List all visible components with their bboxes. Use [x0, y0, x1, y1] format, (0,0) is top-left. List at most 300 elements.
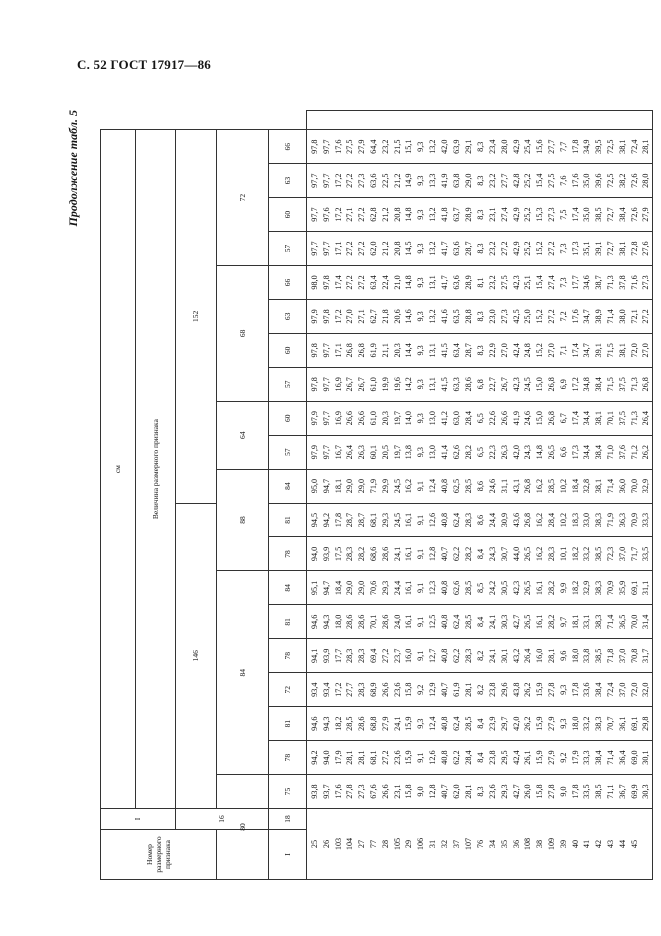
- table-cell: 15,4: [535, 275, 545, 290]
- table-cell: 37,0: [617, 682, 627, 697]
- table-cell: 27,2: [357, 241, 367, 256]
- table-cell: 30,9: [499, 512, 509, 528]
- table-cell: 36,3: [617, 512, 627, 528]
- table-cell: 27,4: [499, 207, 509, 222]
- table-cell: 23,0: [487, 309, 497, 324]
- table-cell: 68,1: [368, 750, 378, 765]
- feature-number-header: Номер размерного признака: [101, 830, 217, 880]
- table-cell: 9,3: [558, 684, 568, 695]
- table-cell: 72,5: [605, 139, 615, 154]
- table-cell: 28,1: [357, 750, 367, 765]
- table-cell: 32,9: [582, 580, 592, 596]
- table-cell: 9,1: [416, 480, 426, 492]
- table-cell: 71,6: [629, 275, 639, 290]
- table-cell: 24,6: [523, 411, 533, 426]
- table-cell: 38,4: [594, 377, 604, 392]
- table-cell: 8,6: [476, 480, 486, 492]
- table-cell: 41,7: [439, 241, 449, 256]
- table-cell: 25,0: [523, 309, 533, 324]
- table-cell: 38,2: [617, 173, 627, 188]
- table-cell: 38,3: [594, 614, 604, 630]
- table-cell: 25,2: [523, 207, 533, 222]
- table-cell: 15,8: [535, 784, 545, 799]
- table-cell: 13,1: [427, 377, 437, 392]
- table-cell: 70,0: [629, 614, 639, 630]
- data-column: [307, 775, 653, 809]
- table-cell: 107: [464, 837, 474, 851]
- table-cell: 13,3: [427, 173, 437, 188]
- table-cell: 26,6: [345, 411, 355, 426]
- table-cell: 26,8: [523, 478, 533, 494]
- table-cell: 6,9: [558, 379, 568, 390]
- table-cell: 29,7: [499, 716, 509, 731]
- table-cell: 62,0: [451, 784, 461, 799]
- table-cell: 26: [321, 839, 331, 849]
- group-152-header: 152: [176, 130, 217, 503]
- table-cell: 42,9: [511, 207, 521, 222]
- table-cell: 38,3: [594, 512, 604, 528]
- table-cell: 28,2: [464, 546, 474, 562]
- table-cell: 71,9: [605, 512, 615, 528]
- table-cell: 26,2: [523, 682, 533, 697]
- table-cell: 25: [310, 839, 319, 849]
- table-cell: 29: [404, 839, 414, 849]
- table-cell: 17,6: [570, 173, 580, 188]
- table-cell: 15,0: [535, 377, 545, 392]
- table-cell: 42,3: [511, 275, 521, 290]
- table-cell: 15,2: [535, 309, 545, 324]
- table-cell: 28,6: [380, 614, 390, 630]
- table-cell: 71,7: [629, 546, 639, 562]
- table-cell: 20,8: [392, 241, 402, 256]
- table-cell: 44,0: [511, 546, 521, 562]
- table-cell: 93,9: [321, 648, 331, 663]
- table-cell: 27,3: [357, 173, 367, 188]
- table-cell: 28,3: [345, 648, 355, 663]
- table-cell: 29,3: [380, 580, 390, 596]
- data-column: [307, 673, 653, 707]
- table-cell: 17,6: [333, 139, 343, 154]
- table-cell: 31,7: [641, 648, 651, 663]
- table-cell: 9,3: [558, 718, 568, 729]
- table-cell: 43,2: [511, 648, 521, 663]
- table-cell: 15,1: [404, 139, 414, 154]
- table-cell: 27,0: [641, 343, 651, 358]
- table-cell: 32,9: [641, 478, 651, 494]
- table-cell: 22,3: [487, 445, 497, 460]
- table-cell: 8,3: [476, 345, 486, 356]
- table-cell: 42,0: [511, 445, 521, 460]
- table-cell: 61,0: [368, 377, 378, 392]
- table-cell: 28,6: [380, 546, 390, 562]
- table-cell: 26,8: [345, 343, 355, 358]
- table-cell: 27,7: [345, 682, 355, 697]
- table-cell: 27,2: [345, 173, 355, 188]
- table-cell: 17,9: [570, 750, 580, 765]
- table-cell: 93,4: [321, 682, 331, 697]
- table-cell: 27,9: [641, 207, 651, 222]
- table-cell: 8,4: [476, 718, 486, 729]
- data-column: [307, 435, 653, 469]
- table-cell: 27,9: [357, 139, 367, 154]
- table-cell: 12,4: [427, 716, 437, 731]
- table-cell: 9,9: [558, 582, 568, 594]
- table-cell: 14,5: [404, 241, 414, 256]
- data-column: [307, 266, 653, 300]
- table-cell: 17,4: [570, 411, 580, 426]
- table-cell: 13,2: [427, 207, 437, 222]
- table-cell: 24,4: [392, 580, 402, 596]
- table-cell: 15,9: [404, 750, 414, 765]
- table-cell: 16,2: [535, 512, 545, 528]
- table-cell: 27,5: [345, 139, 355, 154]
- size-header: 84: [269, 571, 307, 605]
- size-header: 78: [269, 741, 307, 775]
- table-cell: 27,2: [380, 648, 390, 663]
- table-cell: 20,8: [392, 207, 402, 222]
- table-cell: 105: [392, 837, 402, 851]
- table-cell: 77: [368, 839, 378, 849]
- table-cell: 28,7: [345, 512, 355, 528]
- table-cell: 39,1: [594, 241, 604, 256]
- table-cell: 61,9: [451, 682, 461, 697]
- table-cell: 72,4: [605, 682, 615, 697]
- table-cell: 72,0: [629, 343, 639, 358]
- table-cell: 28,6: [345, 614, 355, 630]
- table-cell: 40: [570, 839, 580, 849]
- table-cell: 41,7: [439, 275, 449, 290]
- table-cell: 9,3: [416, 413, 426, 424]
- table-cell: 23,8: [487, 682, 497, 697]
- table-cell: 23,1: [392, 784, 402, 799]
- table-cell: 18,0: [570, 648, 580, 663]
- table-cell: 97,9: [310, 411, 319, 426]
- table-cell: 15,9: [535, 750, 545, 765]
- table-cell: 34: [487, 839, 497, 849]
- table-cell: 16,2: [404, 478, 414, 494]
- table-cell: 8,3: [476, 311, 486, 322]
- table-cell: 9,1: [416, 752, 426, 763]
- table-cell: 15,9: [404, 716, 414, 731]
- table-cell: 16,2: [535, 478, 545, 494]
- table-cell: 23,2: [487, 241, 497, 256]
- table-cell: 97,9: [310, 445, 319, 460]
- table-cell: 27,8: [345, 784, 355, 799]
- table-cell: 23,2: [487, 173, 497, 188]
- table-cell: 27: [357, 839, 367, 849]
- table-cell: 70,6: [368, 580, 378, 596]
- table-cell: 28,2: [546, 614, 556, 630]
- table-cell: 37: [451, 839, 461, 849]
- table-cell: 98,0: [310, 275, 319, 290]
- table-cell: 61,9: [368, 343, 378, 358]
- table-cell: 37,8: [617, 275, 627, 290]
- table-cell: 93,8: [310, 784, 319, 799]
- table-cell: 9,6: [558, 650, 568, 661]
- table-cell: 28,4: [546, 512, 556, 528]
- table-cell: 12,3: [427, 580, 437, 596]
- table-cell: 71,4: [605, 614, 615, 630]
- table-cell: 94,2: [310, 750, 319, 765]
- table-cell: 17,6: [570, 309, 580, 324]
- table-cell: 27,2: [546, 309, 556, 324]
- table-cell: 70,9: [629, 512, 639, 528]
- table-cell: 28,1: [641, 139, 651, 154]
- table-cell: 29,9: [380, 478, 390, 494]
- table-cell: 42,3: [511, 377, 521, 392]
- table-cell: 22,4: [380, 275, 390, 290]
- table-cell: 97,8: [310, 377, 319, 392]
- table-cell: 63,7: [451, 207, 461, 222]
- table-cell: 12,5: [427, 614, 437, 630]
- table-cell: 17,8: [570, 139, 580, 154]
- table-cell: 29,0: [345, 478, 355, 494]
- table-cell: 38,5: [594, 784, 604, 799]
- table-cell: 26,2: [641, 445, 651, 460]
- table-cell: 72,4: [629, 139, 639, 154]
- table-cell: 27,3: [499, 309, 509, 324]
- table-cell: 8,4: [476, 616, 486, 627]
- table-cell: 16,2: [535, 546, 545, 562]
- table-cell: 38,5: [594, 546, 604, 562]
- table-cell: 16,1: [404, 580, 414, 596]
- table-cell: 16,9: [333, 411, 343, 426]
- table-cell: 36,4: [617, 750, 627, 765]
- table-cell: 94,3: [321, 716, 331, 731]
- table-cell: 18,3: [570, 512, 580, 528]
- table-cell: 17,2: [333, 309, 343, 324]
- size-header: 78: [269, 639, 307, 673]
- table-cell: 9,1: [416, 514, 426, 526]
- table-cell: 23,6: [392, 750, 402, 765]
- subgroup-84-header: 84: [217, 571, 269, 775]
- table-cell: 72,5: [605, 173, 615, 188]
- size-header: 63: [269, 299, 307, 333]
- table-cell: 15,3: [535, 207, 545, 222]
- table-cell: 22,7: [487, 377, 497, 392]
- table-cell: 64,4: [368, 139, 378, 154]
- table-cell: 12,8: [427, 546, 437, 562]
- table-cell: 9,2: [558, 752, 568, 763]
- table-cell: 71,0: [605, 445, 615, 460]
- table-cell: 25,4: [523, 139, 533, 154]
- table-cell: 27,2: [357, 275, 367, 290]
- table-cell: 97,7: [321, 173, 331, 188]
- table-cell: 29,1: [464, 139, 474, 154]
- table-cell: 26,1: [523, 750, 533, 765]
- table-cell: 23,4: [487, 139, 497, 154]
- table-cell: 41,6: [439, 309, 449, 324]
- table-cell: 27,7: [499, 173, 509, 188]
- table-cell: 62,2: [451, 750, 461, 765]
- table-cell: 70,0: [629, 478, 639, 494]
- table-cell: 72,6: [629, 207, 639, 222]
- table-cell: 13,0: [427, 445, 437, 460]
- table-cell: 28: [380, 839, 390, 849]
- table-cell: 62,0: [368, 241, 378, 256]
- table-cell: 16,0: [535, 648, 545, 663]
- table-cell: 43,8: [511, 682, 521, 697]
- table-cell: 41,5: [439, 343, 449, 358]
- table-cell: 71,4: [605, 309, 615, 324]
- table-cell: 34,9: [582, 139, 592, 154]
- size-header: 66: [269, 266, 307, 300]
- data-column: [307, 503, 653, 537]
- table-cell: 40,7: [439, 682, 449, 697]
- table-cell: 29,8: [641, 716, 651, 731]
- size-header: 60: [269, 198, 307, 232]
- table-cell: 38,3: [594, 716, 604, 731]
- table-cell: 23,9: [487, 716, 497, 731]
- table-cell: 36: [511, 839, 521, 849]
- table-cell: 28,7: [464, 343, 474, 358]
- table-cell: 76: [476, 839, 486, 849]
- table-cell: 27,0: [546, 343, 556, 358]
- table-cell: 40,8: [439, 478, 449, 494]
- table-cell: 8,4: [476, 548, 486, 560]
- table-cell: 8,2: [476, 684, 486, 695]
- table-cell: 26,5: [523, 546, 533, 562]
- table-cell: 24,1: [487, 614, 497, 630]
- table-cell: 38,1: [617, 139, 627, 154]
- table-cell: 24,5: [523, 377, 533, 392]
- table-cell: 7,3: [558, 277, 568, 288]
- table-cell: 17,3: [570, 241, 580, 256]
- table-cell: 14,6: [404, 309, 414, 324]
- table-cell: 34,4: [582, 411, 592, 426]
- table-cell: 71,4: [605, 478, 615, 494]
- table-cell: 35,9: [617, 580, 627, 596]
- table-cell: 26,7: [357, 377, 367, 392]
- table-cell: 22,9: [487, 343, 497, 358]
- table-cell: 18,4: [333, 580, 343, 596]
- table-cell: 26,4: [641, 411, 651, 426]
- table-cell: 19,6: [392, 377, 402, 392]
- table-cell: 27,2: [345, 275, 355, 290]
- table-cell: 14,8: [535, 445, 545, 460]
- table-cell: 27,5: [546, 173, 556, 188]
- table-cell: 40,8: [439, 648, 449, 663]
- table-cell: 21,2: [392, 173, 402, 188]
- table-cell: 28,1: [464, 784, 474, 799]
- table-cell: 9,0: [416, 786, 426, 797]
- table-cell: 28,1: [546, 648, 556, 663]
- table-cell: 63,6: [451, 241, 461, 256]
- data-column: [307, 571, 653, 605]
- table-cell: 24,2: [487, 580, 497, 596]
- table-cell: 41,9: [439, 173, 449, 188]
- table-cell: 37,0: [617, 546, 627, 562]
- table-cell: 19,7: [392, 411, 402, 426]
- table-cell: 13,2: [427, 139, 437, 154]
- table-cell: 26,3: [357, 445, 367, 460]
- table-cell: 8,4: [476, 752, 486, 763]
- table-cell: 63,4: [451, 343, 461, 358]
- table-cell: 70,1: [605, 411, 615, 426]
- table-cell: 32: [439, 839, 449, 849]
- table-cell: 28,7: [464, 241, 474, 256]
- data-column: [307, 232, 653, 266]
- table-cell: 20,6: [392, 309, 402, 324]
- table-cell: 17,5: [333, 546, 343, 562]
- table-cell: 17,2: [333, 682, 343, 697]
- table-cell: 41,9: [511, 411, 521, 426]
- table-cell: 71,5: [605, 343, 615, 358]
- table-cell: 97,8: [310, 343, 319, 358]
- table-cell: 29,0: [357, 580, 367, 596]
- table-cell: 17,1: [333, 343, 343, 358]
- table-cell: 24,3: [523, 445, 533, 460]
- table-cell: 94,0: [321, 750, 331, 765]
- table-cell: 39,5: [594, 139, 604, 154]
- table-cell: 13,1: [427, 343, 437, 358]
- table-cell: 67,6: [368, 784, 378, 799]
- table-cell: 23,6: [392, 682, 402, 697]
- table-cell: 27,9: [380, 716, 390, 731]
- table-cell: 94,2: [321, 512, 331, 528]
- table-cell: 97,6: [321, 207, 331, 222]
- table-cell: 32,8: [582, 478, 592, 494]
- table-cell: 17,8: [333, 512, 343, 528]
- table-cell: 9,7: [558, 616, 568, 627]
- table-cell: 26,6: [357, 411, 367, 426]
- table-cell: 37,0: [617, 648, 627, 663]
- table-cell: 23,2: [380, 139, 390, 154]
- size-header: 75: [269, 775, 307, 809]
- table-cell: 33,6: [582, 682, 592, 697]
- table-cell: 69,1: [629, 580, 639, 596]
- table-cell: 38,3: [594, 580, 604, 596]
- data-column: [307, 367, 653, 401]
- size-header: 66: [269, 130, 307, 164]
- table-cell: 17,6: [333, 784, 343, 799]
- table-cell: 8,3: [476, 175, 486, 186]
- table-cell: 21,2: [380, 241, 390, 256]
- table-cell: 63,9: [451, 139, 461, 154]
- table-cell: 12,7: [427, 648, 437, 663]
- table-body-row: [307, 111, 653, 880]
- table-cell: 94,6: [310, 614, 319, 630]
- table-cell: 30,7: [499, 546, 509, 562]
- table-cell: 28,5: [464, 478, 474, 494]
- table-cell: 36,5: [617, 614, 627, 630]
- table-cell: 6,5: [476, 413, 486, 424]
- table-cell: 28,0: [641, 173, 651, 188]
- table-cell: 35: [499, 839, 509, 849]
- table-cell: 10,2: [558, 512, 568, 528]
- table-cell: 18,2: [570, 546, 580, 562]
- code-16-header: 16: [176, 809, 269, 830]
- table-cell: 38,4: [617, 207, 627, 222]
- table-cell: 60,1: [368, 445, 378, 460]
- table-cell: 94,7: [321, 580, 331, 596]
- table-cell: 68,8: [368, 716, 378, 731]
- table-cell: 27,2: [546, 241, 556, 256]
- table-cell: 71,4: [605, 750, 615, 765]
- table-cell: 38,5: [594, 207, 604, 222]
- table-cell: 9,1: [416, 582, 426, 594]
- table-cell: 15,4: [535, 173, 545, 188]
- table-cell: 9,3: [416, 447, 426, 458]
- table-cell: 16,1: [404, 614, 414, 630]
- table-cell: 109: [546, 837, 556, 851]
- table-cell: 97,8: [321, 275, 331, 290]
- table-cell: 70,7: [605, 716, 615, 731]
- table-cell: 15,6: [535, 139, 545, 154]
- table-cell: 16,1: [535, 614, 545, 630]
- table-cell: 33,1: [582, 614, 592, 630]
- table-cell: 42: [594, 839, 604, 849]
